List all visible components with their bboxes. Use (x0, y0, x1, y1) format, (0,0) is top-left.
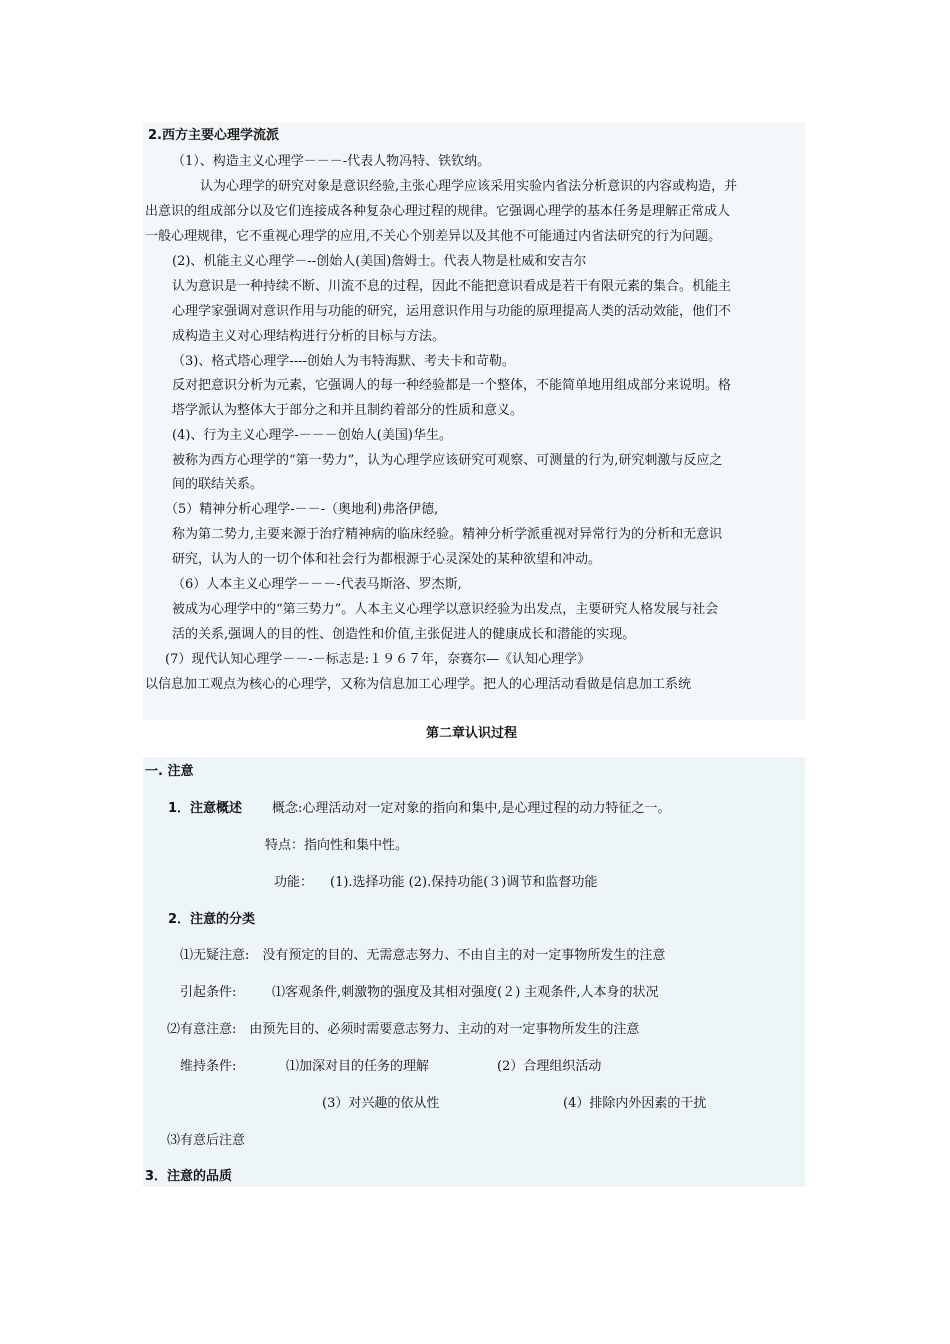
school-1-title: （1）、构造主义心理学－－－-代表人物冯特、铁钦纳。 (172, 154, 491, 169)
school-5-line: 称为第二势力,主要来源于治疗精神病的临床经验。精神分析学派重视对异常行为的分析和无意识 (172, 527, 723, 542)
school-3-title: （3)、格式塔心理学----创始人为韦特海默、考夫卡和苛勒。 (172, 354, 515, 369)
school-6-line: 被成为心理学中的“第三势力”。人本主义心理学以意识经验为出发点，主要研究人格发展与社会 (172, 602, 719, 617)
school-6-title: （6）人本主义心理学－－－-代表马斯洛、罗杰斯, (172, 577, 462, 592)
maintain-condition-1: ⑴加深对目的任务的理解 (286, 1059, 430, 1074)
cause-value: ⑴客观条件,刺激物的强度及其相对强度(２) 主观条件,人本身的状况 (272, 985, 659, 1000)
school-2-title: (2)、机能主义心理学－--创始人(美国)詹姆士。代表人物是杜威和安吉尔 (172, 254, 587, 269)
section-heading: 2.西方主要心理学流派 (148, 128, 279, 143)
voluntary-attention: ⑵有意注意: 由预先目的、必须时需要意志努力、主动的对一定事物所发生的注意 (167, 1022, 640, 1037)
school-1-line: 认为心理学的研究对象是意识经验,主张心理学应该采用实验内省法分析意识的内容或构造，并 (200, 179, 738, 194)
post-voluntary-attention: ⑶有意后注意 (167, 1133, 246, 1148)
school-2-line: 成构造主义对心理结构进行分析的目标与方法。 (172, 329, 446, 344)
school-1-line: 一般心理规律，它不重视心理学的应用,不关心个别差异以及其他不可能通过内省法研究的行为问题。 (145, 229, 722, 244)
school-3-line: 塔学派认为整体大于部分之和并且制约着部分的性质和意义。 (172, 403, 524, 418)
school-7-title: (7）现代认知心理学－－-－标志是:１９６７年，奈赛尔—《认知心理学》 (165, 652, 591, 667)
maintain-label: 维持条件: (180, 1059, 237, 1074)
maintain-condition-2: (2）合理组织活动 (497, 1059, 602, 1074)
school-4-title: (4)、行为主义心理学-－－－创始人(美国)华生。 (172, 428, 452, 443)
cause-label: 引起条件: (180, 985, 237, 1000)
heading-attention-classification: 2．注意的分类 (168, 912, 256, 927)
attention-concept: 概念:心理活动对一定对象的指向和集中,是心理过程的动力特征之一。 (272, 801, 671, 816)
school-3-line: 反对把意识分析为元素，它强调人的每一种经验都是一个整体，不能简单地用组成部分来说明。格 (172, 378, 732, 393)
school-1-line: 出意识的组成部分以及它们连接成各种复杂心理过程的规律。它强调心理学的基本任务是理解正常成人 (145, 204, 731, 219)
heading-attention-overview: 1．注意概述 (168, 801, 243, 816)
school-4-line: 间的联结关系。 (172, 477, 264, 492)
maintain-condition-3: (3）对兴趣的依从性 (322, 1096, 440, 1111)
section-background-attention (143, 757, 805, 1187)
school-7-line: 以信息加工观点为核心的心理学，又称为信息加工心理学。把人的心理活动看做是信息加工系统 (145, 677, 692, 692)
function-value: (1).选择功能 (2).保持功能(３)调节和监督功能 (330, 875, 598, 890)
heading-attention-quality: 3．注意的品质 (145, 1169, 233, 1184)
involuntary-attention: ⑴无疑注意: 没有预定的目的、无需意志努力、不由自主的对一定事物所发生的注意 (180, 948, 666, 963)
school-6-line: 活的关系,强调人的目的性、创造性和价值,主张促进人的健康成长和潜能的实现。 (172, 627, 636, 642)
chapter-title: 第二章认识过程 (426, 726, 518, 741)
school-5-line: 研究，认为人的一切个体和社会行为都根源于心灵深处的某种欲望和冲动。 (172, 552, 602, 567)
school-5-title: （5）精神分析心理学-－－-（奥地利)弗洛伊德, (165, 502, 439, 517)
maintain-condition-4: (4）排除内外因素的干扰 (563, 1096, 707, 1111)
attention-feature: 特点：指向性和集中性。 (265, 838, 409, 853)
school-2-line: 认为意识是一种持续不断、川流不息的过程，因此不能把意识看成是若干有限元素的集合。机能主 (172, 279, 732, 294)
school-4-line: 被称为西方心理学的“第一势力”，认为心理学应该研究可观察、可测量的行为,研究刺激与反应之 (172, 453, 723, 468)
function-label: 功能： (274, 875, 314, 890)
school-2-line: 心理学家强调对意识作用与功能的研究，运用意识作用与功能的原理提高人类的活动效能，他们不 (172, 304, 732, 319)
heading-attention: 一. 注意 (145, 764, 194, 779)
